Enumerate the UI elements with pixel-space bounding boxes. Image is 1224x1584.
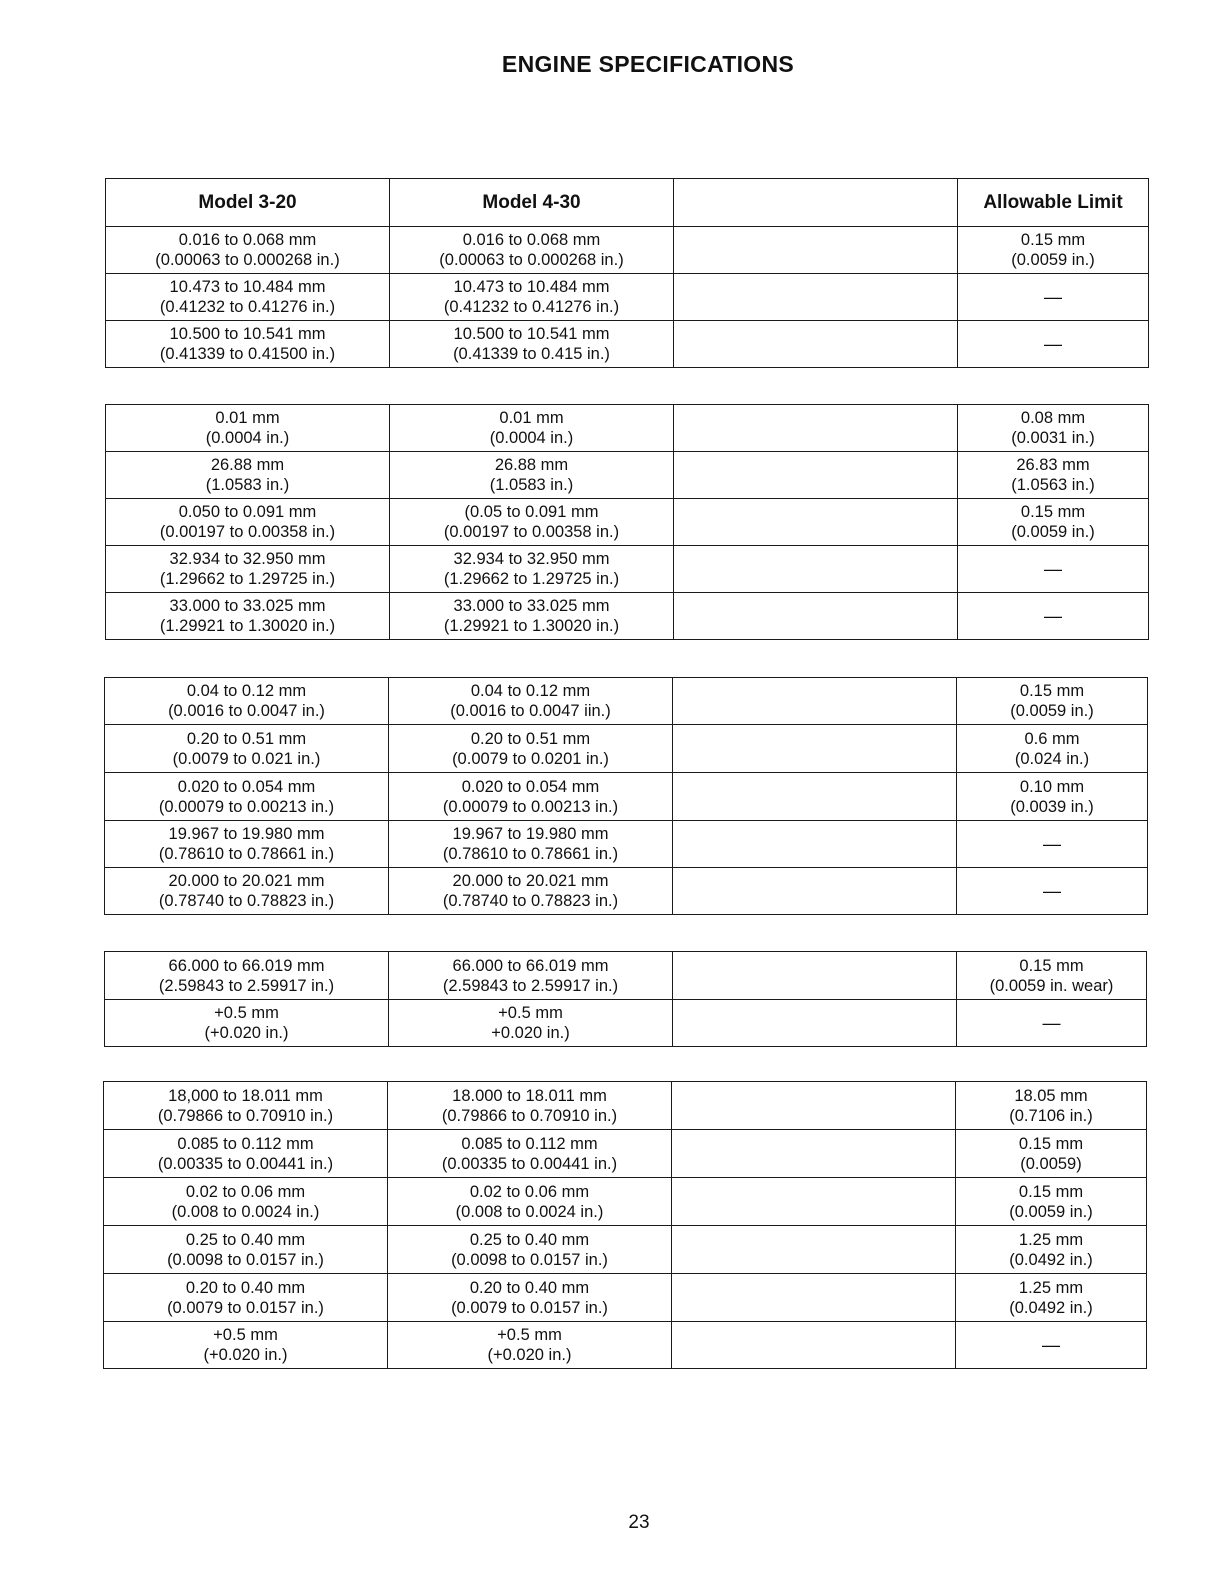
cell-model-4-30: 0.02 to 0.06 mm (0.008 to 0.0024 in.) [388, 1178, 672, 1226]
cell-blank [673, 678, 957, 725]
table-row [105, 725, 1148, 773]
cell-blank [672, 1130, 956, 1178]
cell-allowable-limit: — [958, 546, 1149, 593]
cell-allowable-limit: 0.15 mm (0.0059 in.) [956, 1178, 1147, 1226]
cell-model-3-20: 19.967 to 19.980 mm (0.78610 to 0.78661 in.) [105, 821, 389, 868]
page-title: ENGINE SPECIFICATIONS [501, 51, 795, 77]
cell-model-3-20: 10.473 to 10.484 mm (0.41232 to 0.41276 in.) [106, 274, 390, 321]
table-row [106, 321, 1149, 368]
cell-model-4-30: 20.000 to 20.021 mm (0.78740 to 0.78823 in.) [389, 868, 673, 915]
table-row [106, 452, 1149, 499]
cell-allowable-limit: 0.6 mm (0.024 in.) [957, 725, 1148, 773]
cell-model-3-20: 0.085 to 0.112 mm (0.00335 to 0.00441 in.) [104, 1130, 388, 1178]
cell-model-3-20: 0.02 to 0.06 mm (0.008 to 0.0024 in.) [104, 1178, 388, 1226]
cell-allowable-limit: 0.10 mm (0.0039 in.) [957, 773, 1148, 821]
cell-blank [673, 821, 957, 868]
table-row [106, 405, 1149, 452]
cell-model-3-20: 20.000 to 20.021 mm (0.78740 to 0.78823 in.) [105, 868, 389, 915]
cell-model-4-30: 10.473 to 10.484 mm (0.41232 to 0.41276 in.) [390, 274, 674, 321]
header-allowable-limit: Allowable Limit [958, 179, 1149, 227]
cell-allowable-limit: — [956, 1322, 1147, 1369]
cell-blank [672, 1322, 956, 1369]
cell-allowable-limit: 0.15 mm (0.0059) [956, 1130, 1147, 1178]
cell-model-3-20: 0.050 to 0.091 mm (0.00197 to 0.00358 in.) [106, 499, 390, 546]
cell-model-4-30: 33.000 to 33.025 mm (1.29921 to 1.30020 in.) [390, 593, 674, 640]
cell-blank [674, 227, 958, 274]
cell-allowable-limit: — [957, 821, 1148, 868]
cell-blank [674, 405, 958, 452]
table-row [106, 593, 1149, 640]
cell-allowable-limit: — [958, 274, 1149, 321]
cell-model-3-20: 0.25 to 0.40 mm (0.0098 to 0.0157 in.) [104, 1226, 388, 1274]
cell-model-3-20: 32.934 to 32.950 mm (1.29662 to 1.29725 in.) [106, 546, 390, 593]
table-row [106, 499, 1149, 546]
cell-model-3-20: 10.500 to 10.541 mm (0.41339 to 0.41500 in.) [106, 321, 390, 368]
cell-blank [674, 593, 958, 640]
cell-model-3-20: +0.5 mm (+0.020 in.) [104, 1322, 388, 1369]
table-header-row [106, 179, 1149, 227]
cell-blank [674, 546, 958, 593]
cell-blank [672, 1274, 956, 1322]
cell-model-4-30: 0.016 to 0.068 mm (0.00063 to 0.000268 in.) [390, 227, 674, 274]
cell-allowable-limit: 0.15 mm (0.0059 in.) [957, 678, 1148, 725]
cell-allowable-limit: 0.15 mm (0.0059 in.) [958, 499, 1149, 546]
cell-model-4-30: (0.05 to 0.091 mm (0.00197 to 0.00358 in.) [390, 499, 674, 546]
table-row [105, 952, 1147, 1000]
cell-blank [672, 1082, 956, 1130]
cell-model-3-20: 33.000 to 33.025 mm (1.29921 to 1.30020 in.) [106, 593, 390, 640]
cell-allowable-limit: 0.15 mm (0.0059 in.) [958, 227, 1149, 274]
cell-blank [674, 499, 958, 546]
table-row [104, 1226, 1147, 1274]
header-blank [674, 179, 958, 227]
table-row [105, 773, 1148, 821]
table-row [104, 1178, 1147, 1226]
table-row [106, 274, 1149, 321]
cell-model-3-20: 18,000 to 18.011 mm (0.79866 to 0.70910 in.) [104, 1082, 388, 1130]
table-row [104, 1082, 1147, 1130]
cell-model-4-30: 0.20 to 0.51 mm (0.0079 to 0.0201 in.) [389, 725, 673, 773]
cell-blank [674, 452, 958, 499]
cell-allowable-limit: 18.05 mm (0.7106 in.) [956, 1082, 1147, 1130]
cell-model-3-20: 0.01 mm (0.0004 in.) [106, 405, 390, 452]
header-model-3-20: Model 3-20 [106, 179, 390, 227]
cell-model-3-20: 0.020 to 0.054 mm (0.00079 to 0.00213 in.) [105, 773, 389, 821]
cell-model-3-20: 66.000 to 66.019 mm (2.59843 to 2.59917 in.) [105, 952, 389, 1000]
table-row [105, 821, 1148, 868]
spec-table-3 [104, 677, 1148, 915]
cell-blank [672, 1226, 956, 1274]
cell-model-4-30: 18.000 to 18.011 mm (0.79866 to 0.70910 in.) [388, 1082, 672, 1130]
spec-table-1 [105, 178, 1149, 368]
cell-allowable-limit: — [958, 593, 1149, 640]
cell-model-3-20: 0.20 to 0.40 mm (0.0079 to 0.0157 in.) [104, 1274, 388, 1322]
spec-table-4 [104, 951, 1147, 1047]
cell-allowable-limit: — [958, 321, 1149, 368]
cell-blank [674, 321, 958, 368]
cell-blank [673, 773, 957, 821]
cell-blank [672, 1178, 956, 1226]
cell-model-4-30: 0.25 to 0.40 mm (0.0098 to 0.0157 in.) [388, 1226, 672, 1274]
table-row [104, 1322, 1147, 1369]
cell-model-4-30: 0.20 to 0.40 mm (0.0079 to 0.0157 in.) [388, 1274, 672, 1322]
cell-model-4-30: +0.5 mm (+0.020 in.) [388, 1322, 672, 1369]
cell-blank [673, 725, 957, 773]
cell-allowable-limit: 26.83 mm (1.0563 in.) [958, 452, 1149, 499]
cell-allowable-limit: — [957, 1000, 1147, 1047]
table-row [106, 227, 1149, 274]
cell-model-4-30: 0.01 mm (0.0004 in.) [390, 405, 674, 452]
cell-allowable-limit: 0.08 mm (0.0031 in.) [958, 405, 1149, 452]
cell-model-4-30: 0.04 to 0.12 mm (0.0016 to 0.0047 iin.) [389, 678, 673, 725]
cell-blank [673, 868, 957, 915]
table-row [104, 1130, 1147, 1178]
cell-blank [673, 1000, 957, 1047]
cell-blank [674, 274, 958, 321]
cell-model-4-30: 0.020 to 0.054 mm (0.00079 to 0.00213 in.) [389, 773, 673, 821]
cell-model-4-30: 10.500 to 10.541 mm (0.41339 to 0.415 in.) [390, 321, 674, 368]
cell-blank [673, 952, 957, 1000]
page-number: 23 [628, 1512, 650, 1533]
header-model-4-30: Model 4-30 [390, 179, 674, 227]
cell-model-4-30: 66.000 to 66.019 mm (2.59843 to 2.59917 in.) [389, 952, 673, 1000]
table-row [105, 868, 1148, 915]
spec-table-2 [105, 404, 1149, 640]
table-row [104, 1274, 1147, 1322]
spec-table-5 [103, 1081, 1147, 1369]
cell-allowable-limit: 0.15 mm (0.0059 in. wear) [957, 952, 1147, 1000]
cell-model-4-30: 0.085 to 0.112 mm (0.00335 to 0.00441 in.) [388, 1130, 672, 1178]
cell-allowable-limit: 1.25 mm (0.0492 in.) [956, 1226, 1147, 1274]
table-row [106, 546, 1149, 593]
cell-model-4-30: 26.88 mm (1.0583 in.) [390, 452, 674, 499]
cell-model-3-20: 0.20 to 0.51 mm (0.0079 to 0.021 in.) [105, 725, 389, 773]
cell-allowable-limit: — [957, 868, 1148, 915]
cell-model-4-30: 19.967 to 19.980 mm (0.78610 to 0.78661 in.) [389, 821, 673, 868]
cell-model-4-30: 32.934 to 32.950 mm (1.29662 to 1.29725 in.) [390, 546, 674, 593]
cell-model-4-30: +0.5 mm +0.020 in.) [389, 1000, 673, 1047]
cell-model-3-20: +0.5 mm (+0.020 in.) [105, 1000, 389, 1047]
table-row [105, 1000, 1147, 1047]
cell-model-3-20: 0.016 to 0.068 mm (0.00063 to 0.000268 in.) [106, 227, 390, 274]
cell-model-3-20: 0.04 to 0.12 mm (0.0016 to 0.0047 in.) [105, 678, 389, 725]
cell-model-3-20: 26.88 mm (1.0583 in.) [106, 452, 390, 499]
table-row [105, 678, 1148, 725]
cell-allowable-limit: 1.25 mm (0.0492 in.) [956, 1274, 1147, 1322]
